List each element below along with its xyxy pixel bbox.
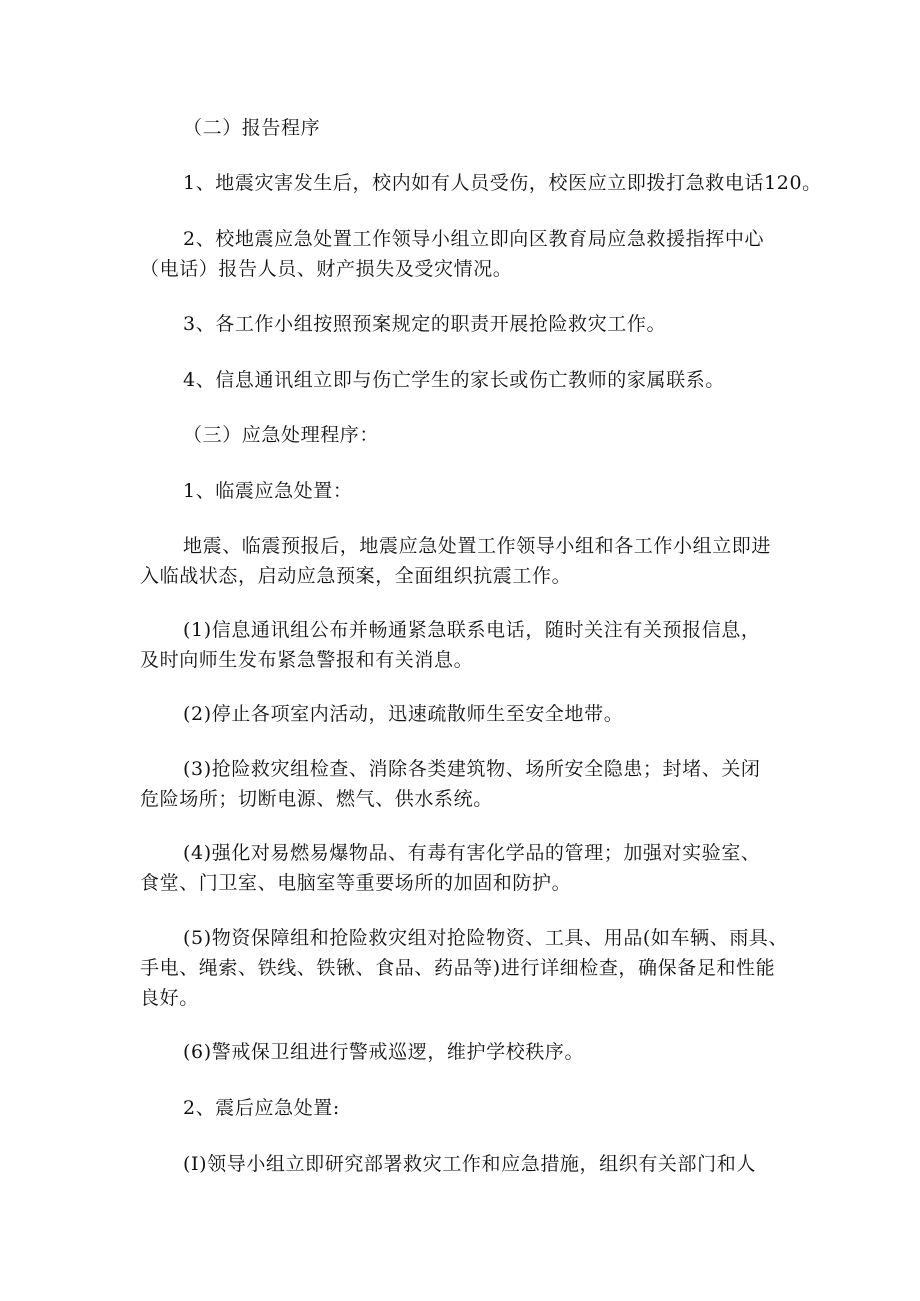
subsection-heading: 2、震后应急处置: [183, 1097, 340, 1119]
paragraph-line: 及时向师生发布紧急警报和有关消息。 [140, 649, 474, 671]
paragraph-line: （电话）报告人员、财产损失及受灾情况。 [140, 258, 513, 280]
paragraph-line: 良好。 [140, 987, 199, 1009]
paragraph-line: (I)领导小组立即研究部署救灾工作和应急措施，组织有关部门和人 [183, 1153, 756, 1175]
paragraph-line: (6)警戒保卫组进行警戒巡逻，维护学校秩序。 [183, 1041, 585, 1063]
paragraph-line: 3、各工作小组按照预案规定的职责开展抢险救灾工作。 [183, 313, 667, 335]
paragraph-line: (3)抢险救灾组检查、消除各类建筑物、场所安全隐患；封堵、关闭 [183, 758, 761, 780]
paragraph-line: 4、信息通讯组立即与伤亡学生的家长或伤亡教师的家属联系。 [183, 369, 725, 391]
paragraph-line: (4)强化对易燃易爆物品、有毒有害化学品的管理；加强对实验室、 [183, 842, 761, 864]
section-heading-report-procedure: （二）报告程序 [183, 117, 321, 139]
paragraph-line: 地震、临震预报后，地震应急处置工作领导小组和各工作小组立即进 [183, 535, 772, 557]
subsection-heading: 1、临震应急处置： [183, 480, 353, 502]
paragraph-line: 2、校地震应急处置工作领导小组立即向区教育局应急救援指挥中心 [183, 228, 765, 250]
paragraph-line: (1)信息通讯组公布并畅通紧急联系电话，随时关注有关预报信息， [183, 619, 761, 641]
paragraph-line: (2)停止各项室内活动，迅速疏散师生至安全地带。 [183, 703, 624, 725]
paragraph-line: 1、地震灾害发生后，校内如有人员受伤，校医应立即拨打急救电话120。 [183, 172, 822, 194]
paragraph-line: 手电、绳索、铁线、铁锹、食品、药品等)进行详细检查，确保备足和性能 [140, 957, 776, 979]
paragraph-line: 入临战状态，启动应急预案，全面组织抗震工作。 [140, 565, 572, 587]
section-heading-emergency-procedure: （三）应急处理程序： [183, 424, 380, 446]
paragraph-line: 食堂、门卫室、电脑室等重要场所的加固和防护。 [140, 872, 572, 894]
paragraph-line: 危险场所；切断电源、燃气、供水系统。 [140, 788, 493, 810]
paragraph-line: (5)物资保障组和抢险救灾组对抢险物资、工具、用品(如车辆、雨具、 [183, 927, 789, 949]
